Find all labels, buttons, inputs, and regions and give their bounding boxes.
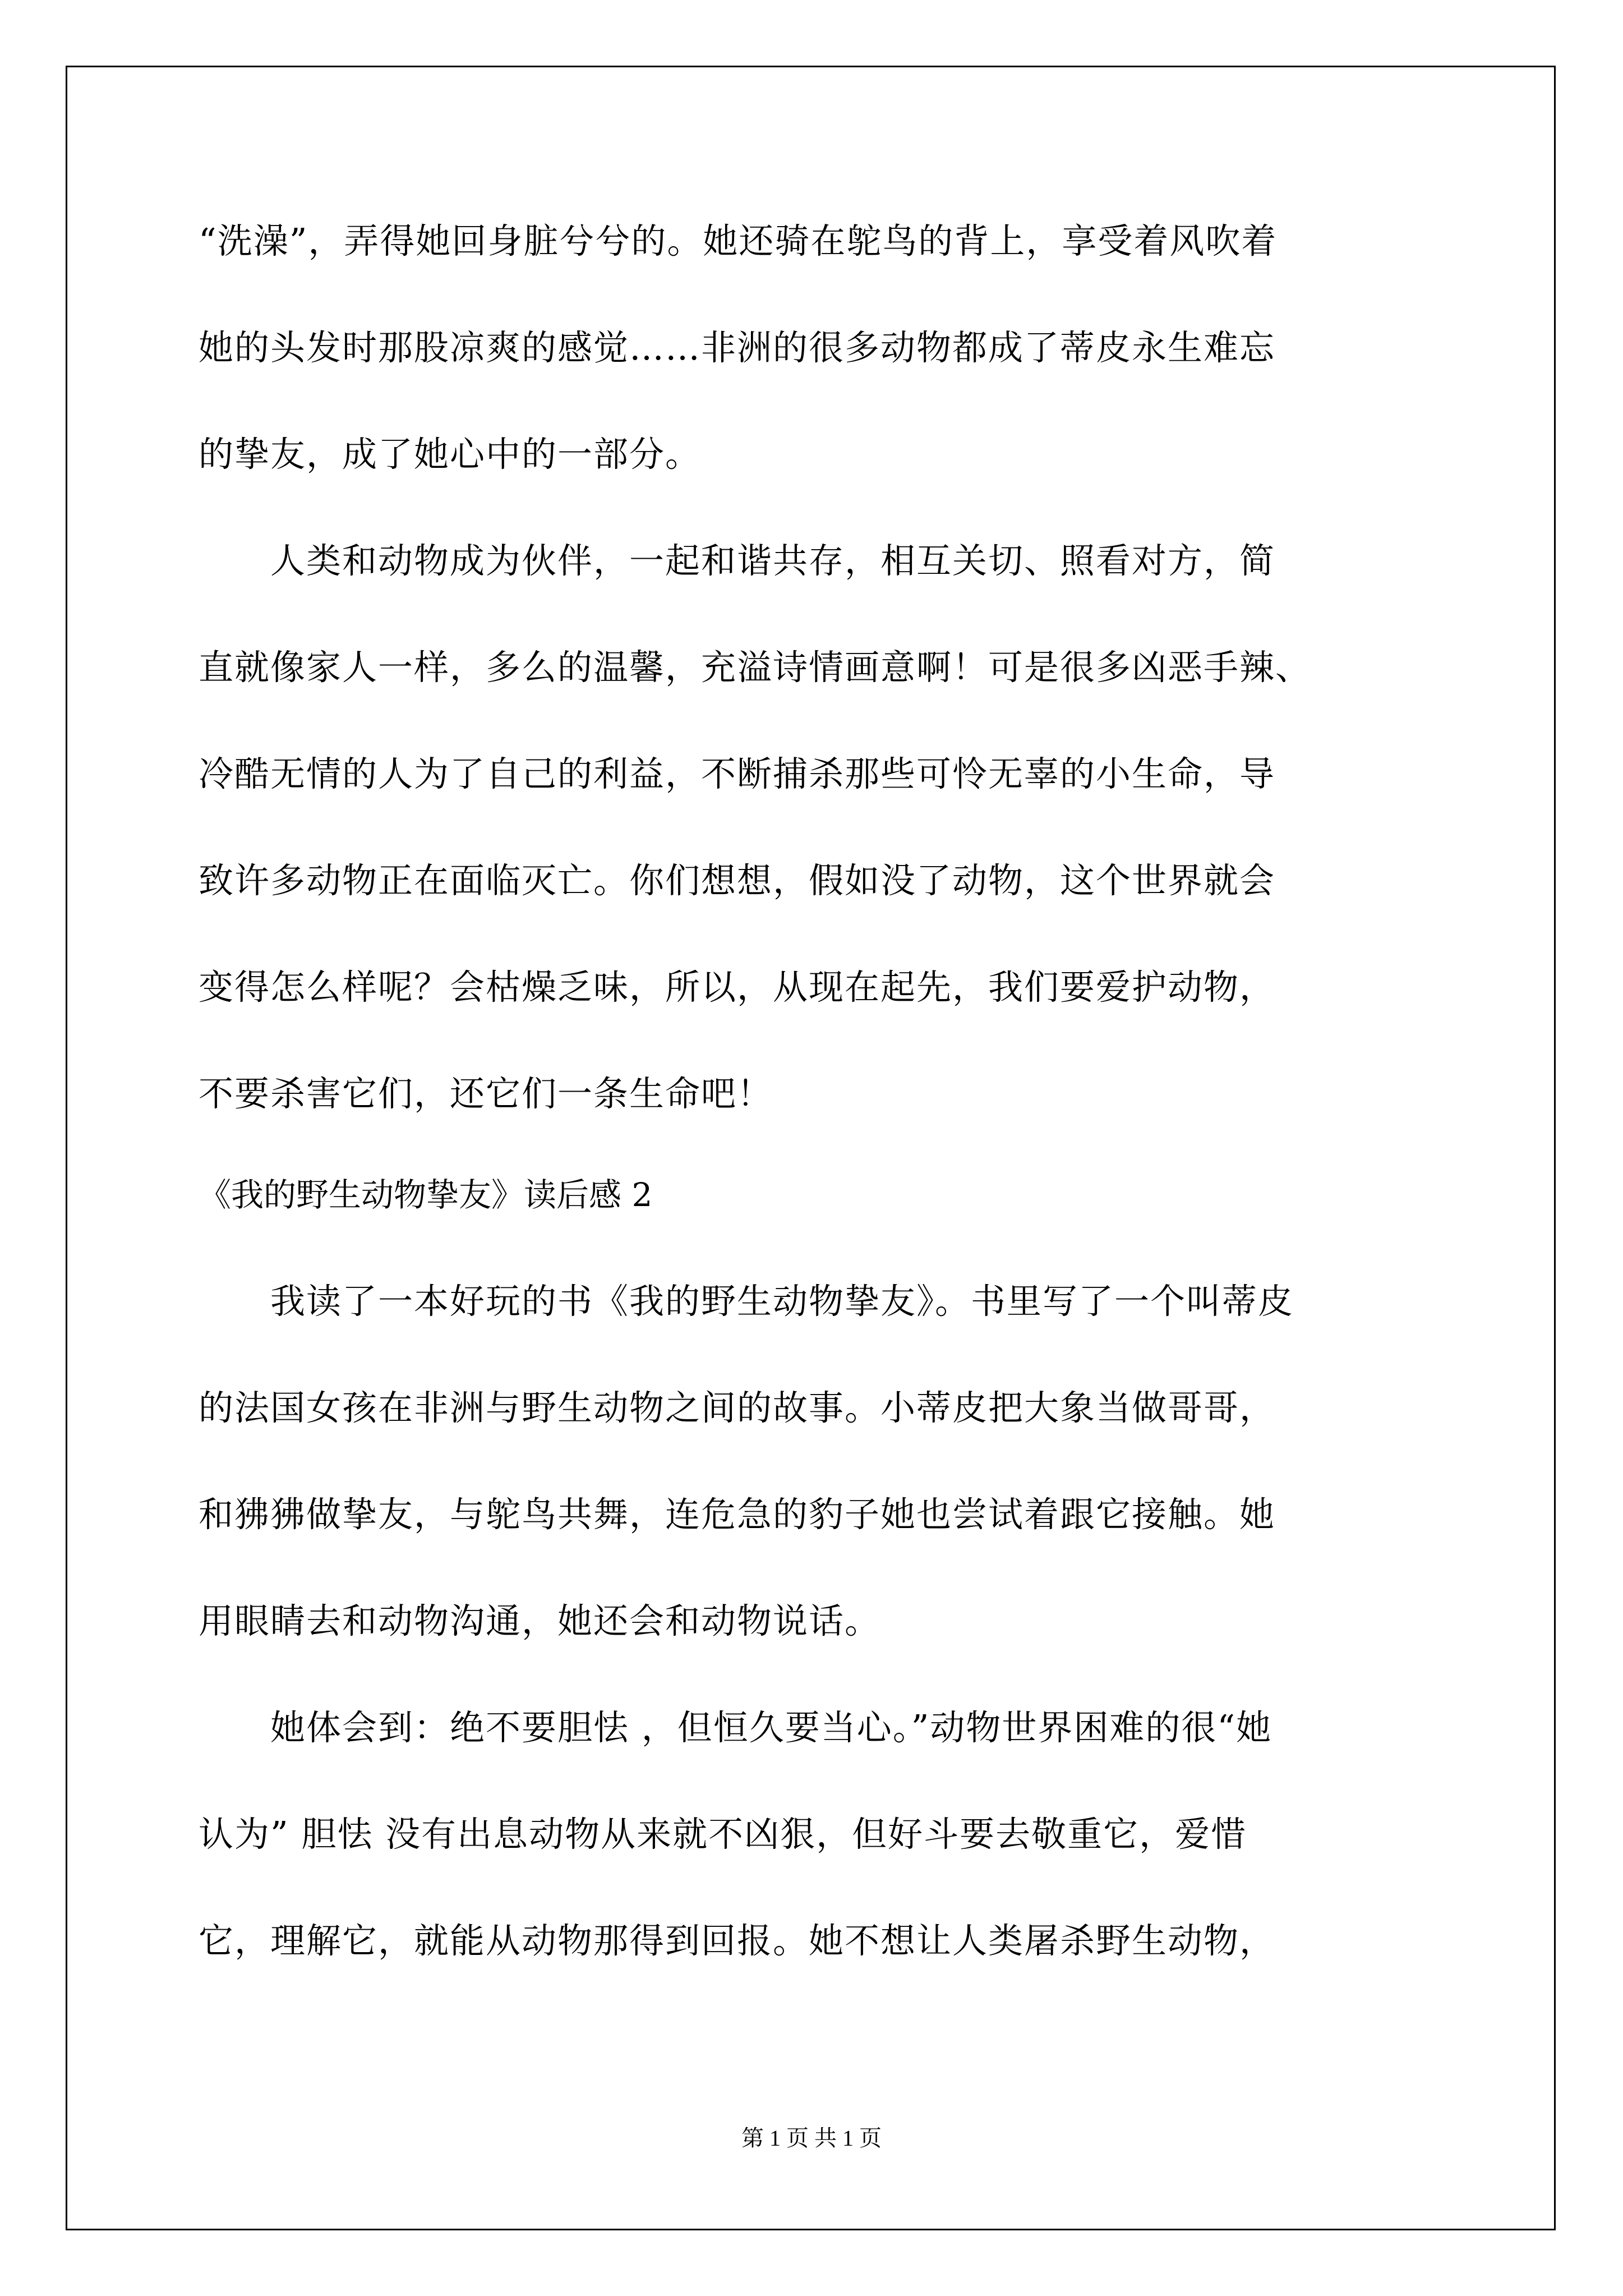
body-line-6: 冷酷无情的人为了自己的利益，不断捕杀那些可怜无辜的小生命，导 — [199, 753, 1276, 794]
body-line-11: 的法国女孩在非洲与野生动物之间的故事。小蒂皮把大象当做哥哥， — [199, 1387, 1276, 1428]
body-line-8: 变得怎么样呢？会枯燥乏味，所以，从现在起先，我们要爱护动物， — [199, 967, 1276, 1007]
body-line-13: 用眼睛去和动物沟通，她还会和动物说话。 — [199, 1600, 881, 1641]
body-line-12: 和狒狒做挚友，与鸵鸟共舞，连危急的豹子她也尝试着跟它接触。她 — [199, 1494, 1276, 1535]
body-line-10: 我读了一本好玩的书《我的野生动物挚友》。书里写了一个叫蒂皮 — [199, 1281, 1294, 1322]
body-line-14: 她体会到：绝不要胆怯 ，但恒久要当心。”动物世界困难的很“她 — [199, 1707, 1272, 1748]
body-line-15: 认为” 胆怯 没有出息动物从来就不凶狠，但好斗要去敬重它，爱惜 — [199, 1814, 1247, 1855]
body-line-1: “洗澡”，弄得她回身脏兮兮的。她还骑在鸵鸟的背上，享受着风吹着 — [199, 220, 1278, 261]
page-border — [66, 66, 1556, 2230]
section-heading: 《我的野生动物挚友》读后感 2 — [199, 1176, 653, 1214]
body-line-9: 不要杀害它们，还它们一条生命吧！ — [199, 1073, 773, 1114]
body-line-5: 直就像家人一样，多么的温馨，充溢诗情画意啊！可是很多凶恶手辣、 — [199, 647, 1312, 688]
body-line-7: 致许多动物正在面临灭亡。你们想想，假如没了动物，这个世界就会 — [199, 860, 1276, 901]
body-line-2: 她的头发时那股凉爽的感觉……非洲的很多动物都成了蒂皮永生难忘 — [199, 327, 1276, 368]
body-line-3: 的挚友，成了她心中的一部分。 — [199, 434, 702, 475]
page-footer: 第 1 页 共 1 页 — [741, 2125, 882, 2151]
body-line-4: 人类和动物成为伙伴，一起和谐共存，相互关切、照看对方，简 — [199, 540, 1276, 581]
body-line-16: 它，理解它，就能从动物那得到回报。她不想让人类屠杀野生动物， — [199, 1920, 1276, 1961]
